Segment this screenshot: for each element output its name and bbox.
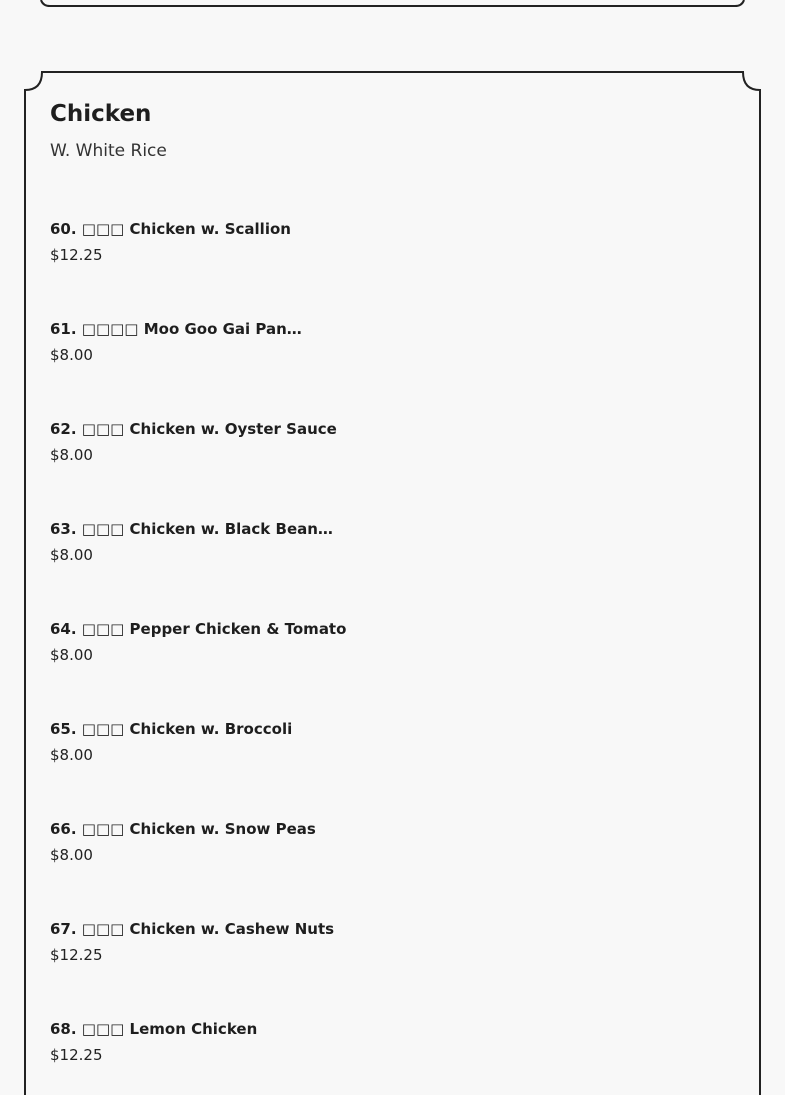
menu-item[interactable] bbox=[50, 518, 740, 618]
menu-item[interactable] bbox=[50, 418, 740, 518]
menu-item[interactable] bbox=[50, 718, 740, 818]
menu-item-name: 61. □□□□ Moo Goo Gai Pan… bbox=[50, 320, 302, 338]
section-title: Chicken bbox=[50, 101, 152, 127]
menu-item-price: $12.25 bbox=[50, 246, 103, 264]
previous-card-bottom-border bbox=[41, 0, 744, 6]
menu-item-name: 64. □□□ Pepper Chicken & Tomato bbox=[50, 620, 347, 638]
menu-item-price: $12.25 bbox=[50, 1046, 103, 1064]
menu-item-name: 67. □□□ Chicken w. Cashew Nuts bbox=[50, 920, 335, 938]
chicken-section-header bbox=[50, 98, 740, 162]
menu-item-price: $8.00 bbox=[50, 746, 93, 764]
menu-item-name: 60. □□□ Chicken w. Scallion bbox=[50, 220, 291, 238]
menu-item-price: $8.00 bbox=[50, 846, 93, 864]
menu-item-name: 68. □□□ Lemon Chicken bbox=[50, 1020, 258, 1038]
menu-item[interactable] bbox=[50, 218, 740, 318]
menu-item[interactable] bbox=[50, 1018, 740, 1095]
menu-item-name: 62. □□□ Chicken w. Oyster Sauce bbox=[50, 420, 337, 438]
menu-item[interactable] bbox=[50, 618, 740, 718]
menu-item-price: $8.00 bbox=[50, 546, 93, 564]
menu-item-name: 63. □□□ Chicken w. Black Bean… bbox=[50, 520, 333, 538]
menu-item[interactable] bbox=[50, 318, 740, 418]
section-subtitle: W. White Rice bbox=[50, 141, 167, 161]
menu-item-name: 65. □□□ Chicken w. Broccoli bbox=[50, 720, 293, 738]
menu-item[interactable] bbox=[50, 918, 740, 1018]
menu-item-price: $8.00 bbox=[50, 446, 93, 464]
menu-item-price: $12.25 bbox=[50, 946, 103, 964]
menu-item[interactable] bbox=[50, 818, 740, 918]
menu-item-list bbox=[50, 218, 740, 1095]
menu-item-name: 66. □□□ Chicken w. Snow Peas bbox=[50, 820, 316, 838]
menu-item-price: $8.00 bbox=[50, 646, 93, 664]
menu-item-price: $8.00 bbox=[50, 346, 93, 364]
